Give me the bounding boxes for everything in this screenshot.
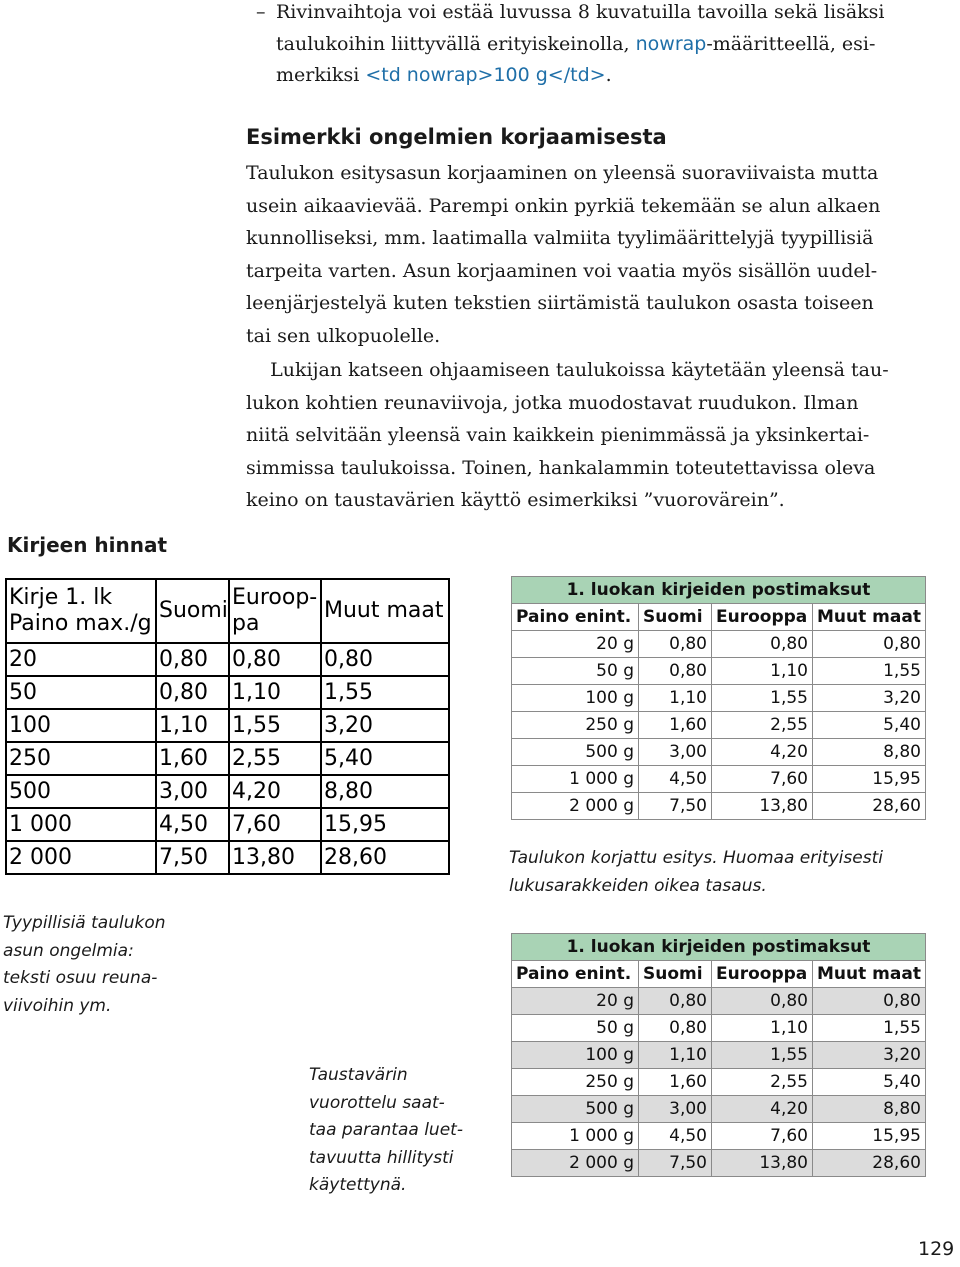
table-cell: 1 000 — [6, 808, 156, 841]
table-row — [6, 709, 449, 742]
table-cell: 1,10 — [639, 685, 712, 712]
table-cell: 20 g — [512, 631, 639, 658]
table-title-row — [512, 934, 926, 961]
text-fragment: . — [605, 64, 612, 86]
table-cell: 500 g — [512, 1096, 639, 1123]
table-cell: 0,80 — [229, 643, 321, 676]
code-nowrap: nowrap — [635, 32, 707, 55]
header-text: Kirje 1. lk — [9, 585, 113, 610]
paragraph-line: tai sen ulkopuolelle. — [246, 324, 441, 347]
paragraph-line: tarpeita varten. Asun korjaaminen voi vaatia myös sisällön uudel- — [246, 259, 878, 282]
table-row — [512, 1150, 926, 1177]
table-cell: 100 g — [512, 1042, 639, 1069]
table-row — [512, 1042, 926, 1069]
page-number: 129 — [918, 1238, 955, 1260]
caption-line: Tyypillisiä taulukon — [3, 913, 166, 933]
table-cell: 3,20 — [321, 709, 449, 742]
table-cell: 4,50 — [156, 808, 229, 841]
corrected-table — [511, 576, 926, 820]
table-row — [6, 841, 449, 874]
bad-table-body — [6, 643, 449, 874]
paragraph-line: keino on taustavärien käyttö esimerkiksi ”vuorovärein”. — [246, 489, 785, 511]
header-text: pa — [232, 611, 260, 636]
table-cell: 3,20 — [813, 685, 926, 712]
table-cell: 0,80 — [639, 1015, 712, 1042]
table-cell: 0,80 — [639, 988, 712, 1015]
table-cell: 3,00 — [639, 739, 712, 766]
table-cell: 250 g — [512, 712, 639, 739]
table-cell: 0,80 — [156, 676, 229, 709]
table-cell: 0,80 — [813, 988, 926, 1015]
table-cell: 0,80 — [156, 643, 229, 676]
caption-line: taa parantaa luet- — [309, 1120, 463, 1140]
table-cell: 8,80 — [813, 1096, 926, 1123]
table-cell: 2,55 — [229, 742, 321, 775]
table-row — [6, 643, 449, 676]
list-dash: – — [256, 1, 266, 23]
table-cell: 50 g — [512, 658, 639, 685]
table-cell: 5,40 — [813, 1069, 926, 1096]
bad-table-caption — [3, 910, 166, 1020]
table-cell: 2 000 g — [512, 1150, 639, 1177]
table-cell: 1,55 — [229, 709, 321, 742]
table-row — [6, 808, 449, 841]
section-heading: Esimerkki ongelmien korjaamisesta — [246, 125, 667, 149]
header-text: Paino max./g — [9, 611, 152, 636]
table-cell: 100 — [6, 709, 156, 742]
table-cell: 15,95 — [813, 766, 926, 793]
table-cell: 4,50 — [639, 1123, 712, 1150]
table-header-row — [512, 604, 926, 631]
caption-line: Taulukon korjattu esitys. Huomaa erityisesti — [509, 848, 883, 868]
table-cell: 1,10 — [712, 658, 813, 685]
table-row — [6, 742, 449, 775]
table-row — [512, 1069, 926, 1096]
table-cell: 7,50 — [639, 1150, 712, 1177]
zebra-table — [511, 933, 926, 1177]
table-cell: 7,50 — [156, 841, 229, 874]
table-cell: 1,60 — [639, 712, 712, 739]
table-cell: 1,55 — [712, 685, 813, 712]
zebra-table-body — [512, 988, 926, 1177]
table-cell: 1,55 — [813, 658, 926, 685]
header-cell-weight — [6, 579, 156, 643]
column-header: Eurooppa — [712, 961, 813, 988]
table-row — [512, 739, 926, 766]
bad-table-heading: Kirjeen hinnat — [7, 533, 168, 557]
table-cell: 1,10 — [156, 709, 229, 742]
table-cell: 1,55 — [712, 1042, 813, 1069]
table-cell: 0,80 — [639, 631, 712, 658]
paragraph-line: Lukijan katseen ohjaamiseen taulukoissa käytetään yleensä tau- — [246, 359, 889, 381]
table-cell: 3,00 — [156, 775, 229, 808]
table-row — [512, 988, 926, 1015]
table-row — [512, 685, 926, 712]
table-cell: 28,60 — [813, 793, 926, 820]
table-cell: 8,80 — [813, 739, 926, 766]
table-cell: 0,80 — [712, 988, 813, 1015]
header-cell-europe — [229, 579, 321, 643]
table-cell: 1 000 g — [512, 1123, 639, 1150]
table-row — [512, 712, 926, 739]
table-row — [512, 1123, 926, 1150]
caption-line: asun ongelmia: — [3, 940, 134, 961]
table-row — [512, 793, 926, 820]
table-cell: 4,20 — [229, 775, 321, 808]
table-cell: 50 — [6, 676, 156, 709]
text-fragment: merkiksi — [276, 64, 366, 86]
table-cell: 7,60 — [229, 808, 321, 841]
table-cell: 0,80 — [813, 631, 926, 658]
caption-line: lukusarakkeiden oikea tasaus. — [509, 875, 767, 896]
list-line-3 — [276, 60, 885, 92]
table-cell: 15,95 — [813, 1123, 926, 1150]
table-cell: 1,60 — [156, 742, 229, 775]
paragraph-line: kunnolliseksi, mm. laatimalla valmiita tyylimäärittelyjä tyypillisiä — [246, 227, 874, 249]
table-title: 1. luokan kirjeiden postimaksut — [512, 577, 926, 604]
bad-example-table — [5, 578, 450, 875]
table-cell: 7,60 — [712, 1123, 813, 1150]
table-row — [512, 1015, 926, 1042]
caption-line: käytettynä. — [309, 1175, 407, 1195]
table-cell: 20 g — [512, 988, 639, 1015]
table-cell: 13,80 — [229, 841, 321, 874]
table-cell: 20 — [6, 643, 156, 676]
table-row — [512, 766, 926, 793]
code-td-example: <td nowrap>100 g</td> — [365, 64, 606, 86]
table-cell: 1,10 — [229, 676, 321, 709]
table-cell: 1,10 — [639, 1042, 712, 1069]
table-cell: 1,55 — [813, 1015, 926, 1042]
table-cell: 15,95 — [321, 808, 449, 841]
table-cell: 250 — [6, 742, 156, 775]
table-cell: 500 g — [512, 739, 639, 766]
table-cell: 8,80 — [321, 775, 449, 808]
table-cell: 1 000 g — [512, 766, 639, 793]
caption-line: Taustavärin — [309, 1065, 408, 1085]
table-cell: 5,40 — [321, 742, 449, 775]
header-cell-finland: Suomi — [156, 579, 229, 643]
table-cell: 100 g — [512, 685, 639, 712]
table-cell: 1,55 — [321, 676, 449, 709]
paragraph-line: usein aikaavievää. Parempi onkin pyrkiä tekemään se alun alkaen — [246, 194, 881, 217]
text-fragment: taulukoihin liittyvällä erityiskeinolla, — [276, 32, 636, 55]
table-cell: 0,80 — [712, 631, 813, 658]
column-header: Eurooppa — [712, 604, 813, 631]
table-row — [512, 658, 926, 685]
paragraph-1 — [246, 157, 958, 352]
table-cell: 28,60 — [813, 1150, 926, 1177]
table-cell: 1,60 — [639, 1069, 712, 1096]
column-header: Muut maat — [813, 604, 926, 631]
table-cell: 0,80 — [639, 658, 712, 685]
table-cell: 2,55 — [712, 1069, 813, 1096]
table-cell: 5,40 — [813, 712, 926, 739]
table-row — [512, 631, 926, 658]
column-header: Suomi — [639, 961, 712, 988]
table-row — [6, 775, 449, 808]
table-cell: 2,55 — [712, 712, 813, 739]
column-header: Paino enint. — [512, 961, 639, 988]
paragraph-line: leenjärjestelyä kuten tekstien siirtämistä taulukon osasta toiseen — [246, 292, 874, 314]
header-cell-other: Muut maat — [321, 579, 449, 643]
caption-line: teksti osuu reuna- — [3, 968, 158, 988]
table-cell: 3,00 — [639, 1096, 712, 1123]
zebra-table-caption — [309, 1062, 463, 1200]
paragraph-line: simmissa taulukoissa. Toinen, hankalammin toteutettavissa oleva — [246, 456, 876, 479]
paragraph-line: niitä selvitään yleensä vain kaikkein pienimmässä ja yksinkertai- — [246, 424, 870, 446]
table-cell: 500 — [6, 775, 156, 808]
paragraph-line: lukon kohtien reunaviivoja, jotka muodostavat ruudukon. Ilman — [246, 391, 859, 414]
table-cell: 28,60 — [321, 841, 449, 874]
table-cell: 13,80 — [712, 1150, 813, 1177]
paragraph-2 — [246, 354, 958, 517]
list-line-1: Rivinvaihtoja voi estää luvussa 8 kuvatuilla tavoilla sekä lisäksi — [276, 1, 885, 23]
table-cell: 2 000 g — [512, 793, 639, 820]
header-text: Euroop- — [232, 585, 318, 610]
list-line-2 — [276, 29, 885, 61]
column-header: Suomi — [639, 604, 712, 631]
table-title: 1. luokan kirjeiden postimaksut — [512, 934, 926, 961]
table-cell: 2 000 — [6, 841, 156, 874]
table-header-row — [512, 961, 926, 988]
table-cell: 7,60 — [712, 766, 813, 793]
paragraph-line: Taulukon esitysasun korjaaminen on yleensä suoraviivaista mutta — [246, 162, 879, 184]
table-row — [6, 676, 449, 709]
table-row — [512, 1096, 926, 1123]
table-cell: 250 g — [512, 1069, 639, 1096]
corrected-table-caption — [509, 845, 883, 900]
corrected-table-body — [512, 631, 926, 820]
caption-line: viivoihin ym. — [3, 995, 112, 1016]
table-cell: 13,80 — [712, 793, 813, 820]
table-cell: 3,20 — [813, 1042, 926, 1069]
table-cell: 4,20 — [712, 1096, 813, 1123]
table-header-row — [6, 579, 449, 643]
column-header: Muut maat — [813, 961, 926, 988]
caption-line: vuorottelu saat- — [309, 1092, 445, 1113]
column-header: Paino enint. — [512, 604, 639, 631]
table-cell: 4,50 — [639, 766, 712, 793]
table-cell: 7,50 — [639, 793, 712, 820]
table-title-row — [512, 577, 926, 604]
table-cell: 4,20 — [712, 739, 813, 766]
table-cell: 0,80 — [321, 643, 449, 676]
caption-line: tavuutta hillitysti — [309, 1147, 454, 1168]
table-cell: 1,10 — [712, 1015, 813, 1042]
table-cell: 50 g — [512, 1015, 639, 1042]
text-fragment: -määritteellä, esi- — [706, 32, 876, 55]
